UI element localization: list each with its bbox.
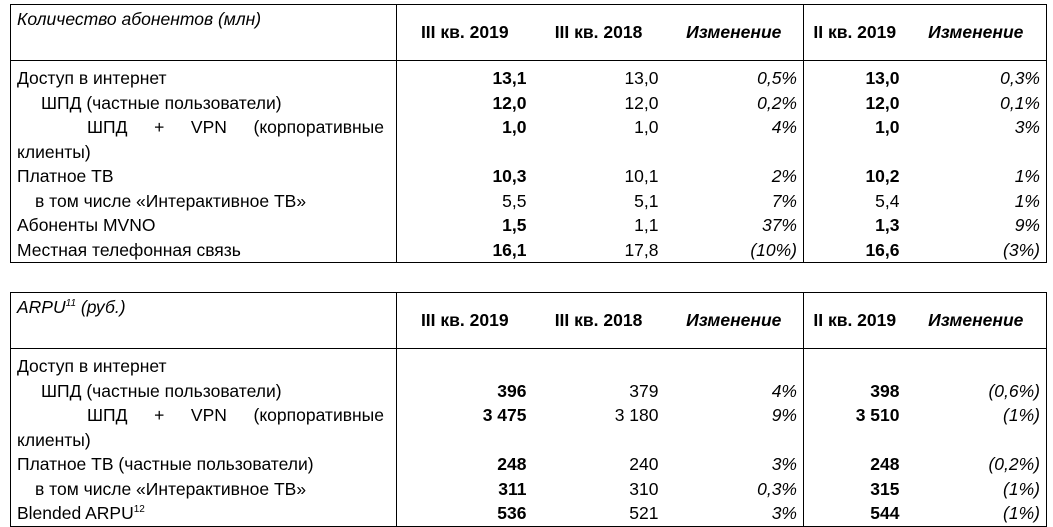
row-label — [11, 403, 397, 452]
caption-text: ARPU — [17, 297, 66, 317]
cell-value: (1%) — [1003, 478, 1040, 499]
cell-value: 544 — [870, 503, 900, 523]
cell-value: 37% — [665, 213, 804, 238]
table-row — [11, 164, 1047, 189]
table-row — [11, 452, 1047, 477]
cell-value: 1,5 — [502, 215, 527, 235]
cell-value: 398 — [870, 380, 900, 401]
table-row — [11, 189, 1047, 214]
cell-value: 5,1 — [634, 190, 659, 211]
cell-value: 1,1 — [634, 215, 659, 235]
cell-value: 3 180 — [614, 405, 659, 425]
cell-value: 1,0 — [634, 117, 659, 137]
cell-value: 12,0 — [865, 92, 900, 113]
table-row — [11, 477, 1047, 502]
cell-value: 315 — [870, 478, 900, 499]
cell-value: 536 — [497, 503, 527, 523]
cell-value: 7% — [665, 189, 804, 214]
cell-value: 240 — [629, 454, 659, 474]
cell-value: 311 — [498, 478, 527, 499]
cell-value: (3%) — [1003, 239, 1040, 260]
cell-value: 9% — [1014, 215, 1040, 235]
row-label-line2: клиенты) — [17, 141, 91, 162]
column-header: III кв. 2019 — [397, 5, 533, 61]
row-label: Местная телефонная связь — [11, 238, 397, 263]
row-label-text: Blended ARPU — [17, 503, 134, 523]
table-row — [11, 238, 1047, 263]
cell-value: 0,5% — [665, 61, 804, 91]
cell-value: 13,0 — [624, 68, 659, 88]
cell-value: 1,3 — [875, 215, 900, 235]
row-label: Платное ТВ — [11, 164, 397, 189]
cell-value: 0,3% — [665, 477, 804, 502]
table-row — [11, 61, 1047, 91]
row-label: ШПД (частные пользователи) — [11, 91, 397, 116]
cell-value: (0,6%) — [988, 380, 1040, 401]
table-row — [11, 403, 1047, 452]
row-label: Доступ в интернет — [11, 61, 397, 91]
column-header: II кв. 2019 — [804, 293, 906, 349]
table-row — [11, 115, 1047, 164]
cell-value — [906, 349, 1047, 379]
subscribers-table — [10, 4, 1047, 263]
cell-value: 1,0 — [502, 117, 527, 137]
cell-value: 310 — [629, 478, 659, 499]
cell-value: 3 475 — [482, 405, 527, 425]
cell-value: 13,1 — [492, 68, 527, 88]
column-header: III кв. 2019 — [397, 293, 533, 349]
row-label: Доступ в интернет — [11, 349, 397, 379]
cell-value: (1%) — [1003, 503, 1040, 523]
cell-value: 1,0 — [875, 117, 900, 137]
column-header: Изменение — [665, 5, 804, 61]
caption-unit: (руб.) — [76, 297, 126, 317]
cell-value — [804, 349, 906, 379]
row-label-line1: ШПД + VPN (корпоративные — [87, 117, 384, 137]
row-label: в том числе «Интерактивное ТВ» — [11, 189, 397, 214]
row-label-line2: клиенты) — [17, 429, 91, 450]
cell-value: (1%) — [1003, 405, 1040, 425]
column-header: Изменение — [906, 293, 1047, 349]
row-label: в том числе «Интерактивное ТВ» — [11, 477, 397, 502]
table-header-row — [11, 5, 1047, 61]
cell-value: 10,3 — [492, 166, 527, 186]
cell-value: 0,2% — [665, 91, 804, 116]
table-row — [11, 379, 1047, 404]
table-row — [11, 501, 1047, 526]
cell-value — [665, 349, 804, 379]
cell-value: 16,1 — [492, 239, 527, 260]
row-label — [11, 115, 397, 164]
table-caption: Количество абонентов (млн) — [11, 5, 397, 61]
column-header: III кв. 2018 — [533, 5, 665, 61]
cell-value: 521 — [629, 503, 659, 523]
cell-value: 3 510 — [855, 405, 900, 425]
cell-value: 0,3% — [1000, 68, 1040, 88]
row-label: Платное ТВ (частные пользователи) — [11, 452, 397, 477]
cell-value: 379 — [629, 380, 659, 401]
cell-value: 3% — [665, 452, 804, 477]
row-label — [11, 501, 397, 526]
cell-value: 10,1 — [624, 166, 659, 186]
cell-value: 0,1% — [1000, 92, 1040, 113]
table-header-row — [11, 293, 1047, 349]
cell-value: 3% — [665, 501, 804, 526]
cell-value: 3% — [1014, 117, 1040, 137]
row-label: Абоненты MVNO — [11, 213, 397, 238]
table-row — [11, 213, 1047, 238]
cell-value — [397, 349, 533, 379]
column-header: III кв. 2018 — [533, 293, 665, 349]
cell-value: 1% — [1014, 190, 1040, 211]
cell-value: 1% — [1014, 166, 1040, 186]
arpu-table — [10, 292, 1047, 527]
cell-value: 17,8 — [624, 239, 659, 260]
column-header: II кв. 2019 — [804, 5, 906, 61]
cell-value: 396 — [497, 380, 527, 401]
cell-value: 4% — [665, 379, 804, 404]
cell-value: 13,0 — [865, 68, 900, 88]
footnote-ref: 11 — [65, 298, 77, 310]
cell-value: 16,6 — [865, 239, 900, 260]
row-label-line1: ШПД + VPN (корпоративные — [87, 405, 384, 425]
cell-value: (10%) — [665, 238, 804, 263]
cell-value: 5,5 — [502, 190, 527, 211]
cell-value: (0,2%) — [988, 454, 1040, 474]
cell-value: 12,0 — [624, 92, 659, 113]
table-row — [11, 91, 1047, 116]
cell-value: 4% — [665, 115, 804, 164]
table-caption — [11, 293, 397, 349]
column-header: Изменение — [906, 5, 1047, 61]
cell-value: 10,2 — [865, 166, 900, 186]
table-row — [11, 349, 1047, 379]
cell-value: 248 — [497, 454, 527, 474]
cell-value: 2% — [665, 164, 804, 189]
cell-value: 12,0 — [492, 92, 527, 113]
footnote-ref: 12 — [133, 504, 145, 516]
cell-value: 248 — [870, 454, 900, 474]
row-label: ШПД (частные пользователи) — [11, 379, 397, 404]
cell-value: 9% — [665, 403, 804, 452]
cell-value: 5,4 — [875, 190, 900, 211]
column-header: Изменение — [665, 293, 804, 349]
cell-value — [533, 349, 665, 379]
